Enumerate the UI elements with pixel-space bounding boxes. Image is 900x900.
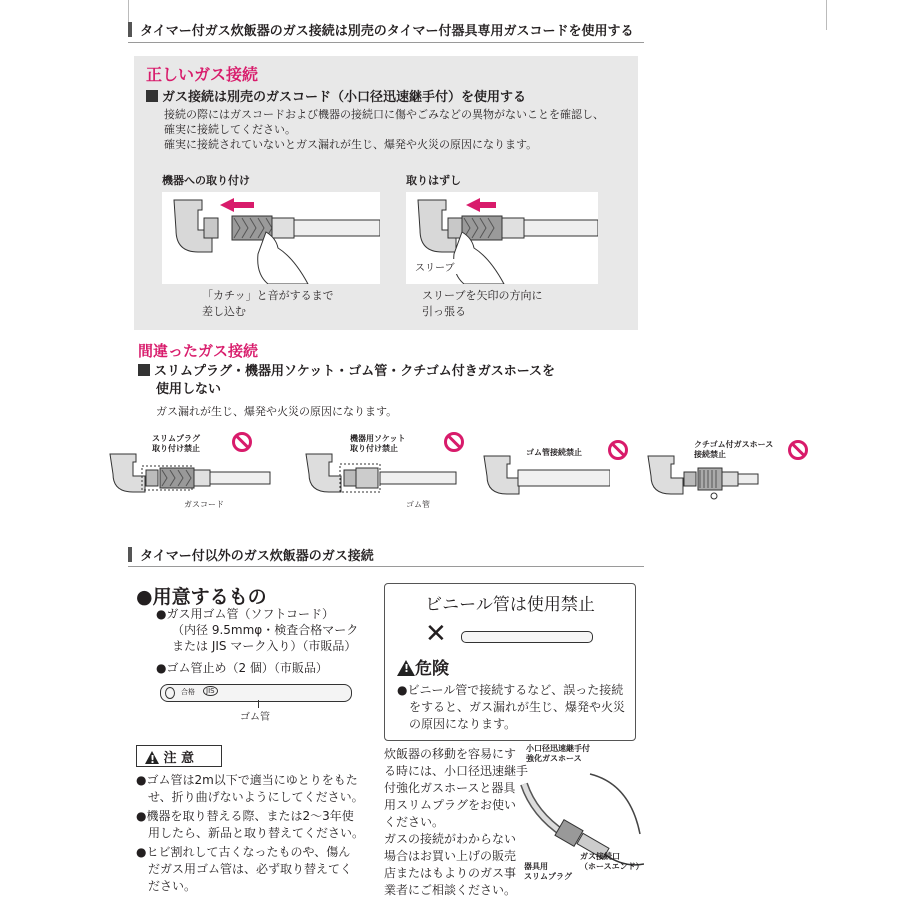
section1-heading: タイマー付ガス炊飯器のガス接続は別売のタイマー付器具専用ガスコードを使用する (128, 22, 633, 40)
vinyl-title: ビニール管は使用禁止 (425, 595, 595, 615)
hose-label: 小口径迅速継手付 強化ガスホース (526, 744, 590, 763)
correct-subtitle: ガス接続は別売のガスコード（小口径迅速継手付）を使用する (146, 86, 526, 105)
wrong-item-socket: 機器用ソケット 取り付け禁止 ゴム管 (300, 432, 460, 512)
attach-caption: 「カチッ」と音がするまで 差し込む (202, 289, 334, 318)
warning-triangle-icon (145, 751, 159, 764)
cross-mark: ✕ (425, 619, 447, 649)
wrong-subtitle: スリムプラグ・機器用ソケット・ゴム管・クチゴム付きガスホースを 使用しない (138, 363, 555, 399)
attach-label: 機器への取り付け (162, 174, 250, 187)
wrong-item-kuchigomu-hose: クチゴム付ガスホース 接続禁止 (644, 438, 814, 498)
attach-illustration (162, 192, 380, 284)
caution-heading: ! 注 意 (136, 745, 222, 767)
caution-list: ●ゴム管は2m以下で適当にゆとりをもた せ、折り曲げないようにしてください。 ●機器を取り替える際、または2～3年使 用したら、新品と取り替えてください。 ●ヒビ割れして古くなったものや、傷ん だガス用ゴム管は、必ず取り替えてく ださい。 (136, 773, 365, 893)
square-bullet (146, 90, 158, 102)
heading-bar (128, 547, 132, 562)
detach-caption: スリーブを矢印の方向に 引っ張る (422, 289, 543, 318)
wrong-title: 間違ったガス接続 (138, 342, 259, 360)
warning-triangle-icon (397, 660, 415, 676)
correct-body: 接続の際にはガスコードおよび機器の接続口に傷やごみなどの異物がないことを確認し、 確実に接続してください。 確実に接続されていないとガス漏れが生じ、爆発や火災の原因になります。 (164, 108, 604, 151)
wrong-item-slim-plug: スリムプラグ 取り付け禁止 ガスコード (104, 432, 274, 512)
vinyl-tube-illustration (461, 631, 593, 643)
wrong-body: ガス漏れが生じ、爆発や火災の原因になります。 (156, 405, 398, 418)
heading-bar (128, 22, 132, 37)
heading-rule (128, 42, 644, 43)
advice-text: 炊飯器の移動を容易にす る時には、小口径迅速継手 付強化ガスホースと器具 用スリムプラグをお使い ください。 ガスの接続がわからない 場合はお買い上げの販売 店またはもよりのガス事 業者にご相談ください。 (384, 747, 529, 897)
correct-title: 正しいガス接続 (146, 65, 259, 84)
prepare-title: ●用意するもの (136, 586, 267, 608)
heading-rule (128, 566, 644, 567)
danger-heading: !危険 (397, 654, 449, 679)
prohibited-icon (788, 440, 808, 460)
detach-label: 取りはずし (406, 174, 461, 187)
prohibited-icon (608, 440, 628, 460)
danger-body: ●ビニール管で接続するなど、誤った接続 をすると、ガス漏れが生じ、爆発や火災 の原因になります。 (397, 683, 626, 731)
sleeve-label: スリーブ (413, 259, 457, 274)
rubber-tube-illustration: 合格 JIS (160, 684, 352, 702)
prohibited-icon (232, 432, 252, 452)
outlet-label: ガス接続口 （ホースエンド） (580, 852, 644, 871)
section2-heading: タイマー付以外のガス炊飯器のガス接続 (128, 547, 374, 565)
plug-label: 器具用 スリムプラグ (524, 862, 572, 881)
prohibited-icon (444, 432, 464, 452)
frame-line-right (826, 0, 827, 30)
hose-illustration (520, 744, 644, 884)
vinyl-warning-box (384, 583, 636, 741)
wrong-item-rubber-tube: ゴム管接続禁止 (480, 440, 610, 500)
tube-label: ゴム管 (240, 712, 270, 723)
square-bullet (138, 364, 150, 376)
prepare-list: ●ガス用ゴム管（ソフトコード） （内径 9.5mmφ・検査合格マーク または JIS マーク入り）（市販品） ●ゴム管止め（2 個）（市販品） (156, 607, 359, 675)
